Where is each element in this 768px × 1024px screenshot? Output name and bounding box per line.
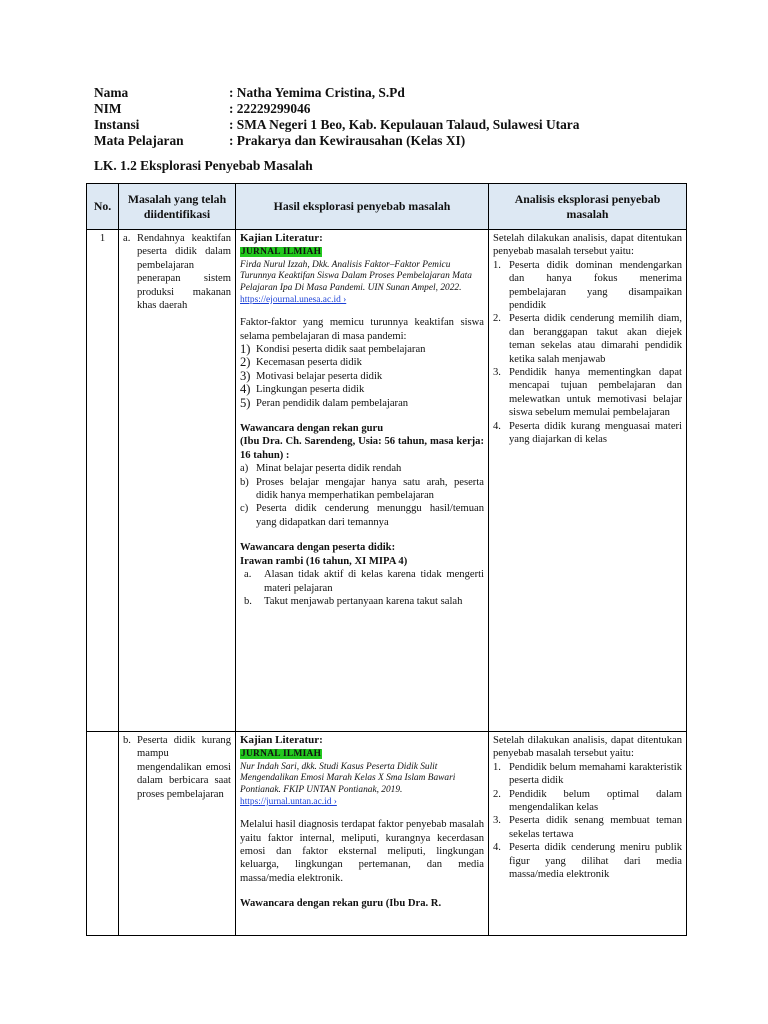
list-item [493, 841, 682, 881]
exploration-cell [236, 230, 489, 732]
analysis-list [493, 761, 682, 882]
header-no: No. [87, 184, 119, 230]
problem-text: Peserta didik kurang mampu mengendalikan emosi dalam berbicara saat proses pembelajaran [137, 735, 231, 800]
student-points [240, 568, 484, 608]
list-marker: 4) [240, 382, 251, 397]
list-item [240, 595, 484, 608]
teacher-points [240, 462, 484, 529]
analysis-intro: Setelah dilakukan analisis, dapat ditentukan penyebab masalah tersebut yaitu: [493, 735, 682, 760]
interview-teacher-detail: (Ibu Dra. Ch. Sarendeng, Usia: 56 tahun, masa kerja: 16 tahun) : [240, 436, 484, 461]
list-marker: 3. [493, 815, 501, 827]
info-row-nim [94, 101, 579, 117]
student-info [94, 85, 579, 149]
info-label: Nama [94, 85, 129, 100]
journal-tag: JURNAL ILMIAH [241, 749, 322, 760]
interview-teacher-title: Wawancara dengan rekan guru [240, 423, 384, 435]
list-marker: b. [244, 595, 252, 607]
citation [240, 762, 484, 808]
list-text: Kondisi peserta didik saat pembelajaran [256, 344, 426, 355]
literature-title: Kajian Literatur: [240, 232, 323, 244]
list-marker: 1. [493, 761, 501, 773]
row-number [87, 732, 119, 936]
journal-link[interactable]: https://jurnal.untan.ac.id › [240, 796, 337, 807]
diagnosis-paragraph: Melalui hasil diagnosis terdapat faktor penyebab masalah yaitu faktor internal, meliputi, kurangnya kecerdasan emosi dan faktor eksternal meliputi, lingkungan keluarga, lingkungan pertemanan, dan media massa/media elektronik. [240, 819, 484, 884]
problem-label: b. [123, 735, 131, 746]
list-text: Takut menjawab pertanyaan karena takut salah [264, 595, 463, 607]
section-title: LK. 1.2 Eksplorasi Penyebab Masalah [94, 158, 313, 173]
list-marker: 3. [493, 367, 501, 379]
list-marker: 1. [493, 259, 501, 271]
factors-intro: Faktor-faktor yang memicu turunnya keaktifan siswa selama pembelajaran di masa pandemi: [240, 317, 484, 342]
literature-title: Kajian Literatur: [240, 734, 323, 746]
list-text: Kecemasan peserta didik [256, 357, 362, 369]
list-item [240, 462, 484, 475]
info-value: : Natha Yemima Cristina, S.Pd [229, 85, 405, 100]
interview-teacher-title: Wawancara dengan rekan guru (Ibu Dra. R. [240, 898, 442, 910]
header-exploration: Hasil eksplorasi penyebab masalah [236, 184, 489, 230]
list-text: Peserta didik senang membuat teman sekelas tertawa [509, 815, 682, 840]
table-row [87, 230, 687, 732]
citation-text: Nur Indah Sari, dkk. Studi Kasus Peserta Didik Sulit Mengendalikan Emosi Marah Kelas X Sma Islam Bawari Pontianak. FKIP UNTAN Pontianak, 2019. [240, 761, 456, 795]
info-label: Mata Pelajaran [94, 133, 184, 148]
table-row [87, 732, 687, 936]
problem-cell [119, 230, 236, 732]
list-text: Peran pendidik dalam pembelajaran [256, 397, 409, 409]
list-item [240, 383, 484, 396]
list-marker: b) [240, 476, 249, 488]
list-marker: 1) [240, 342, 251, 356]
list-marker: 5) [240, 395, 251, 410]
list-item [240, 397, 484, 410]
interview-student-detail: Irawan rambi (16 tahun, XI MIPA 4) [240, 555, 408, 567]
journal-link[interactable]: https://ejournal.unesa.ac.id › [240, 294, 347, 305]
list-item [240, 502, 484, 529]
info-value: : Prakarya dan Kewirausahan (Kelas XI) [229, 133, 466, 148]
list-text: Alasan tidak aktif di kelas karena tidak mengerti materi pelajaran [264, 569, 484, 594]
list-item [493, 312, 682, 366]
info-row-name [94, 85, 579, 101]
list-item [493, 814, 682, 841]
problem-text: Rendahnya keaktifan peserta didik dalam pembelajaran penerapan sistem produksi makanan khas daerah [137, 233, 231, 312]
row-number: 1 [87, 230, 119, 732]
list-item [493, 788, 682, 815]
info-label: Instansi [94, 117, 140, 132]
header-analysis: Analisis eksplorasi penyebab masalah [489, 184, 687, 230]
list-text: Pendidik belum optimal dalam mengendalikan kelas [509, 788, 682, 814]
list-item [493, 366, 682, 420]
list-marker: a. [244, 569, 252, 581]
list-marker: c) [240, 503, 249, 515]
list-item [493, 761, 682, 788]
header-problem: Masalah yang telah diidentifikasi [119, 184, 236, 230]
info-label: NIM [94, 101, 122, 116]
info-value: : SMA Negeri 1 Beo, Kab. Kepulauan Talaud, Sulawesi Utara [229, 117, 580, 132]
list-item [240, 476, 484, 503]
info-row-subject [94, 133, 579, 149]
exploration-table [86, 183, 687, 936]
info-value: : 22229299046 [229, 101, 311, 116]
list-item [493, 259, 682, 313]
list-text: Proses belajar mengajar hanya satu arah, peserta didik hanya memperhatikan pembelajaran [256, 476, 484, 502]
list-item [493, 420, 682, 447]
info-row-instansi [94, 117, 579, 133]
list-text: Pendidik hanya mementingkan dapat mencapai tujuan pembelajaran dan melewatkan untuk memotivasi belajar siswa sebelum memulai pembelajaran [509, 367, 682, 419]
list-text: Motivasi belajar peserta didik [256, 370, 383, 382]
citation-text: Firda Nurul Izzah, Dkk. Analisis Faktor–Faktor Pemicu Turunnya Keaktifan Siswa Dalam Proses Pembelajaran Mata Pelajaran Ipa Di Masa Pandemi. UIN Sunan Ampel, 2022. [240, 259, 472, 293]
interview-student-title: Wawancara dengan peserta didik: [240, 542, 396, 554]
list-item [240, 356, 484, 369]
exploration-cell [236, 732, 489, 936]
factors-list [240, 343, 484, 410]
citation [240, 260, 484, 306]
list-text: Pendidik belum memahami karakteristik peserta didik [509, 761, 682, 787]
analysis-cell [489, 230, 687, 732]
list-text: Peserta didik cenderung memilih diam, dan beranggapan takut akan diejek teman sekelas atau dimarahi pendidik ketika salah menjawab [509, 313, 682, 365]
list-text: Peserta didik cenderung menunggu hasil/temuan yang didapatkan dari temannya [256, 503, 484, 528]
problem-label: a. [123, 233, 131, 244]
problem-cell [119, 732, 236, 936]
list-item [240, 568, 484, 595]
list-marker: 2. [493, 788, 501, 800]
list-text: Peserta didik dominan mendengarkan dan hanya fokus menerima pembelajaran yang disampaikan pendidik [509, 259, 682, 312]
list-text: Peserta didik cenderung meniru publik figur yang dilihat dari media massa/media elektronik [509, 842, 682, 881]
list-marker: a) [240, 463, 249, 475]
list-marker: 4. [493, 842, 501, 854]
list-marker: 4. [493, 420, 501, 432]
journal-tag: JURNAL ILMIAH [241, 247, 322, 258]
analysis-cell [489, 732, 687, 936]
list-marker: 2) [240, 355, 251, 370]
analysis-list [493, 259, 682, 447]
table-header-row [87, 184, 687, 230]
list-marker: 3) [240, 368, 251, 383]
list-text: Minat belajar peserta didik rendah [256, 463, 402, 475]
list-marker: 2. [493, 313, 501, 325]
list-item [240, 370, 484, 383]
analysis-intro: Setelah dilakukan analisis, dapat ditentukan penyebab masalah tersebut yaitu: [493, 233, 682, 258]
list-text: Peserta didik kurang menguasai materi yang diajarkan di kelas [509, 420, 682, 446]
list-text: Lingkungan peserta didik [256, 384, 365, 396]
list-item [240, 343, 484, 356]
